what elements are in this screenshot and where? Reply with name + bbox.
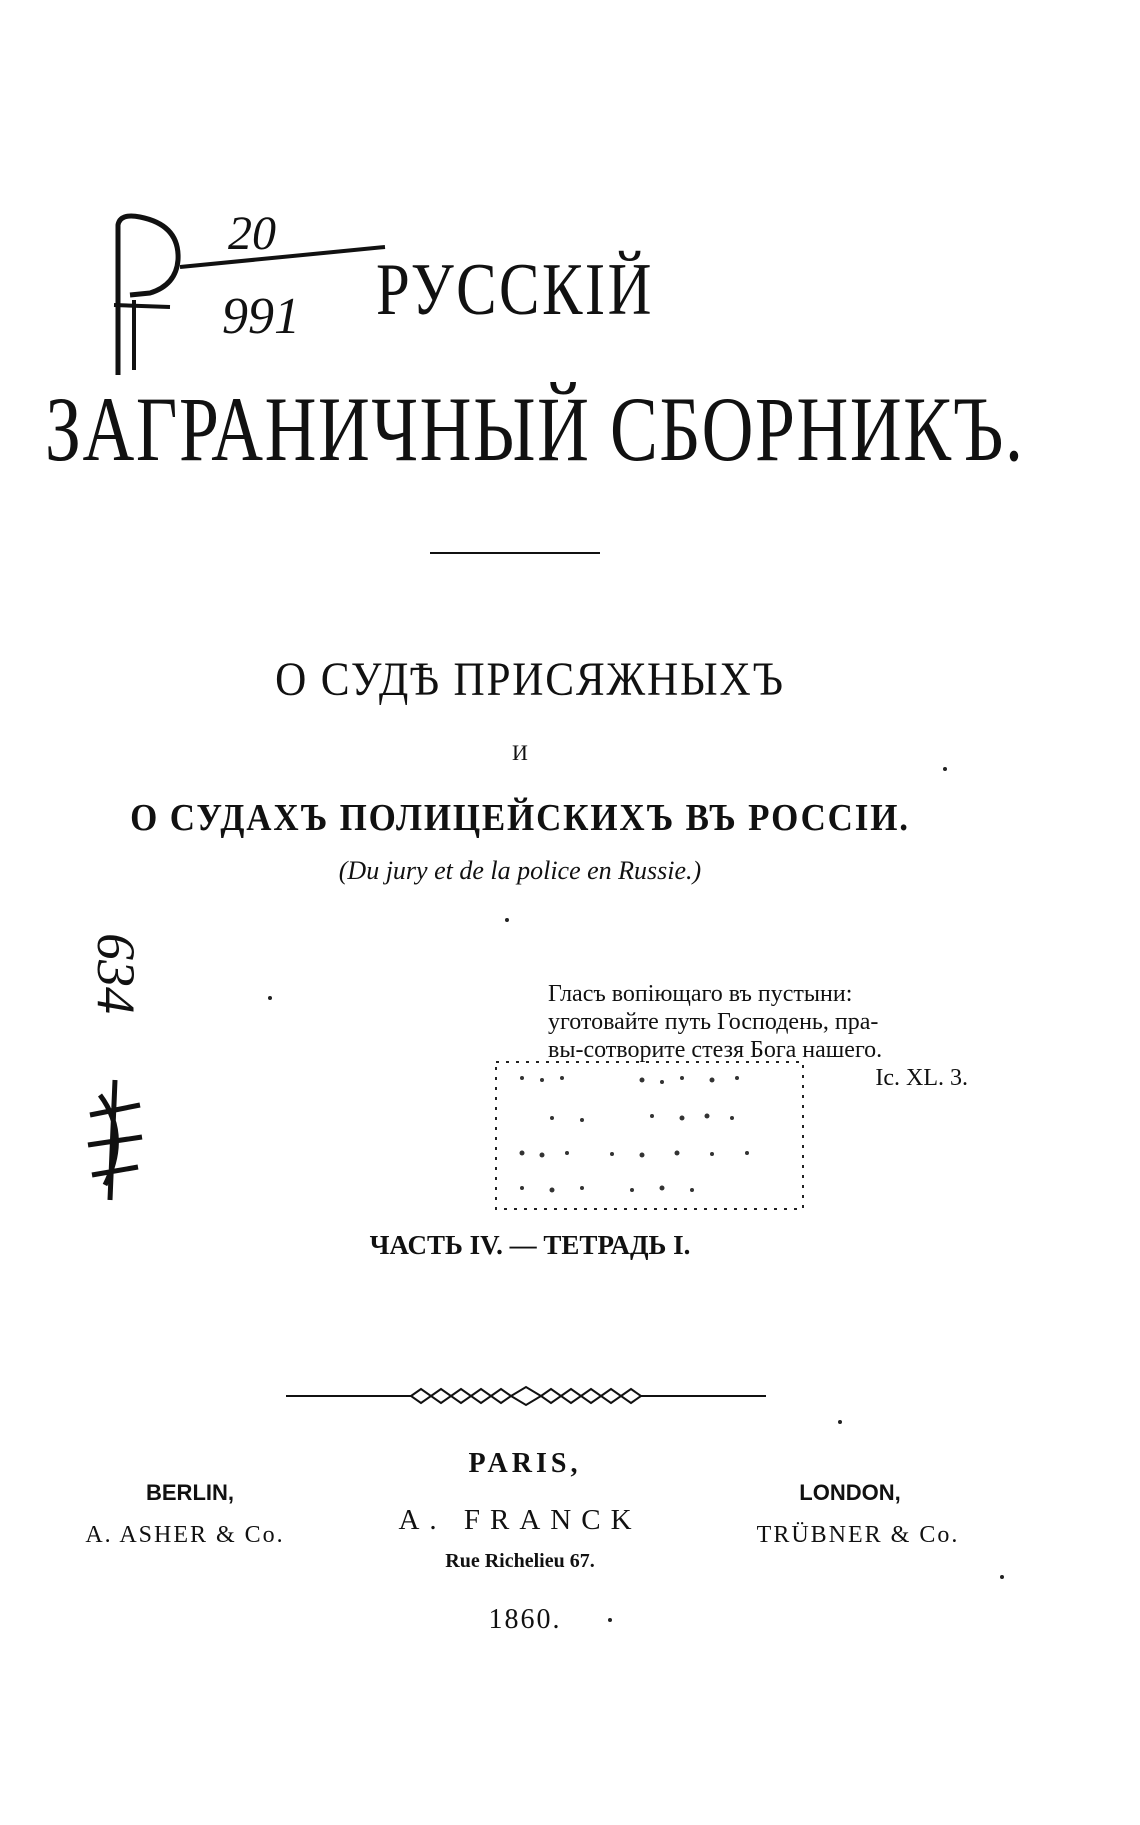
print-speck: [838, 1420, 842, 1424]
epigraph-line: вы-сотворите стезя Бога нашего.: [548, 1037, 883, 1063]
publisher-berlin-name: A. ASHER & Co.: [85, 1522, 285, 1548]
library-stamp: [492, 1058, 807, 1213]
publisher-berlin-city: BERLIN,: [146, 1480, 234, 1505]
epigraph-reference: Іс. XL. 3.: [875, 1065, 968, 1091]
publisher-paris-address: Rue Richelieu 67.: [445, 1550, 595, 1572]
handwritten-side-number: [40, 925, 146, 1045]
subtitle-line-2: О СУДАХЪ ПОЛИЦЕЙСКИХЪ ВЪ РОССІИ.: [130, 797, 910, 839]
part-label: ЧАСТЬ IV. — ТЕТРАДЬ I.: [369, 1230, 691, 1260]
scribble-drawing: [80, 1075, 150, 1205]
print-speck: [505, 918, 509, 922]
ornamental-rule: [286, 1384, 766, 1408]
subtitle-french: (Du jury et de la police en Russie.): [338, 856, 702, 885]
handwritten-scribble: [80, 1075, 150, 1205]
publisher-london-name: TRÜBNER & Co.: [756, 1522, 960, 1548]
side-number-drawing: [40, 925, 146, 1045]
print-speck: [1000, 1575, 1004, 1579]
title-line-2: ЗАГРАНИЧНЫЙ СБОРНИКЪ.: [45, 378, 1025, 480]
ornament-drawing: [286, 1384, 766, 1408]
print-speck: [943, 767, 947, 771]
handwritten-shelf-mark: [110, 205, 380, 395]
subtitle-conjunction: И: [512, 740, 528, 765]
publisher-london-city: LONDON,: [799, 1480, 901, 1505]
subtitle-line-1: О СУДѢ ПРИСЯЖНЫХЪ: [275, 653, 785, 706]
shelf-denominator: 991: [222, 288, 300, 345]
print-speck: [268, 996, 272, 1000]
publication-year: 1860.: [488, 1604, 562, 1635]
shelf-mark-drawing: [110, 205, 380, 395]
print-speck: [608, 1618, 612, 1622]
publisher-paris-name: A. FRANCK: [398, 1504, 642, 1536]
side-number-text: 634: [86, 933, 146, 1014]
epigraph-line: Гласъ вопіющаго въ пустыни:: [548, 981, 853, 1007]
title-line-1: РУССКІЙ: [376, 249, 654, 331]
publisher-paris-city: PARIS,: [468, 1448, 582, 1479]
stamp-drawing: [492, 1058, 807, 1213]
epigraph-line: уготовайте путь Господень, пра-: [548, 1009, 879, 1035]
shelf-numerator: 20: [228, 207, 276, 260]
title-rule: [430, 552, 600, 554]
